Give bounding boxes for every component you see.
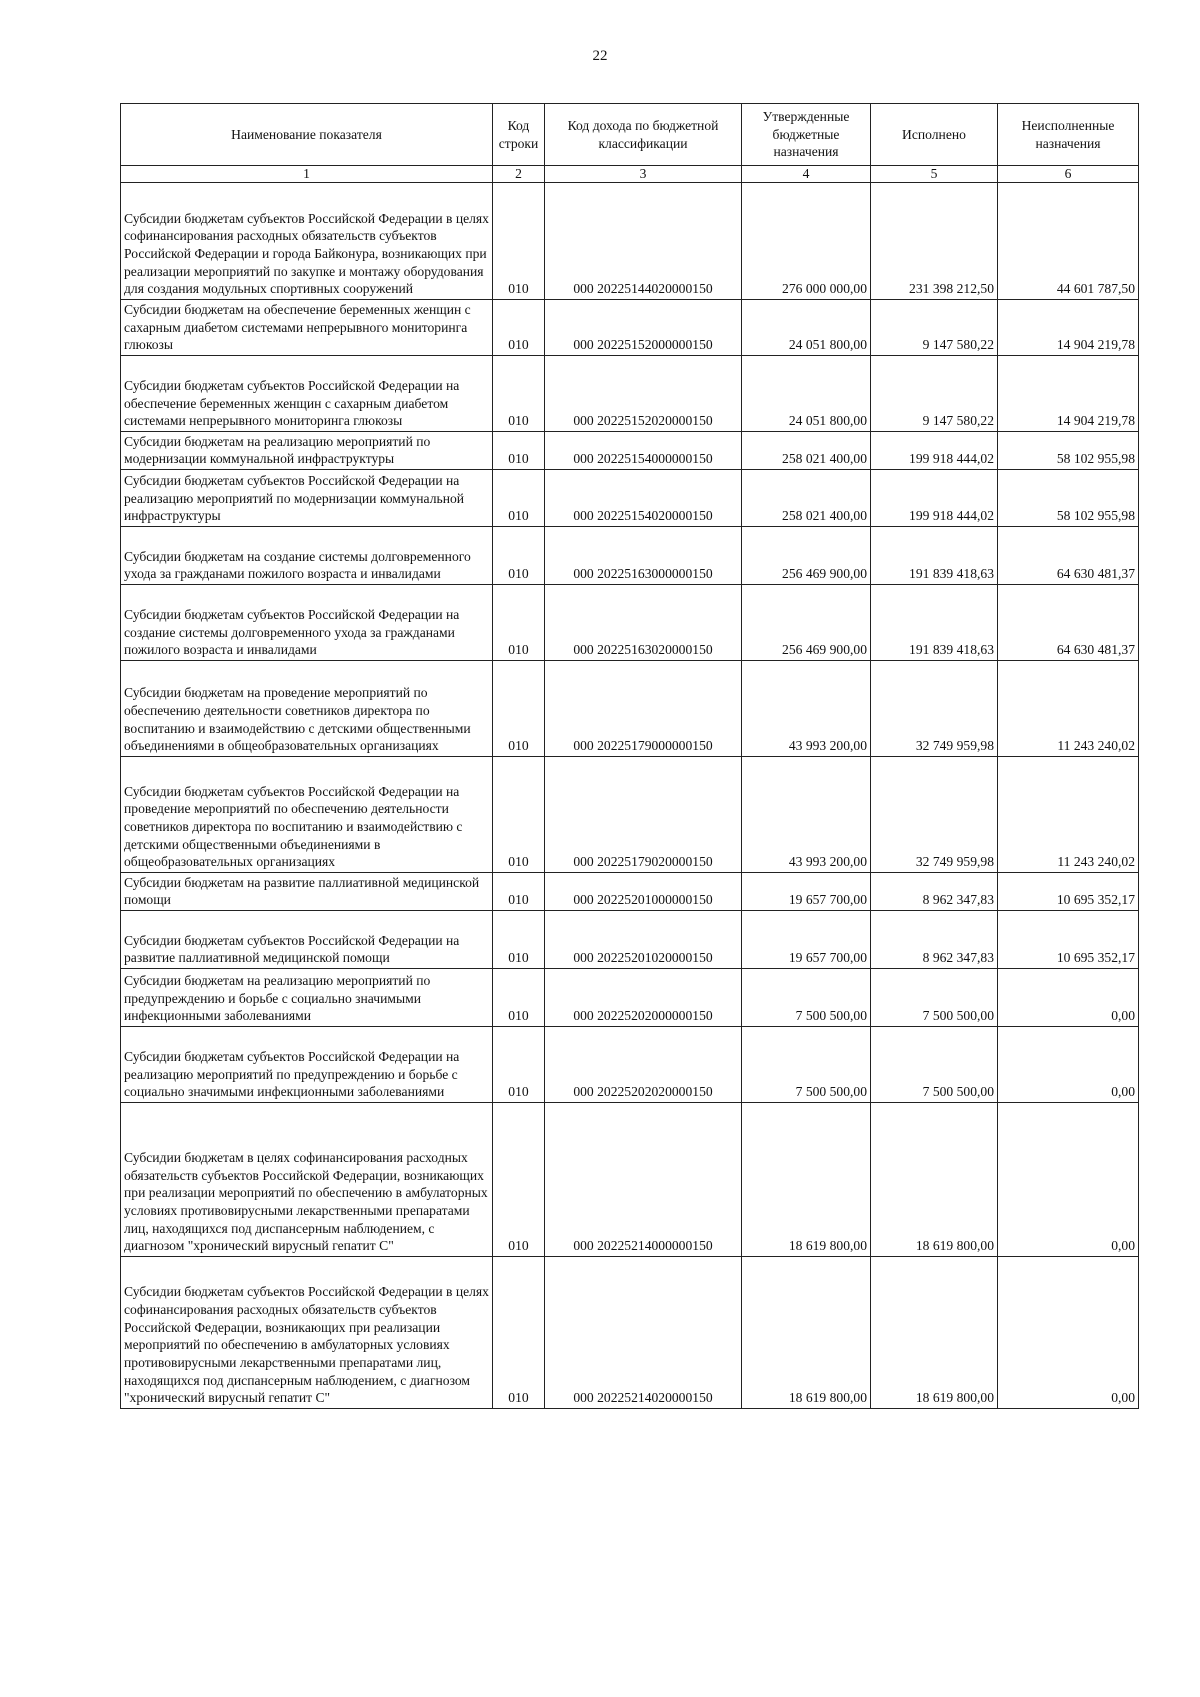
table-row: [121, 911, 1139, 969]
row-name: Субсидии бюджетам на проведение мероприятий по обеспечению деятельности советников директора по воспитанию и взаимодействию с детскими общественными объединениями в общеобразовательных организациях: [121, 661, 493, 757]
row-executed: 231 398 212,50: [871, 183, 998, 300]
row-line-code: 010: [493, 873, 545, 911]
row-name: Субсидии бюджетам субъектов Российской Федерации на развитие паллиативной медицинской помощи: [121, 911, 493, 969]
row-approved: 276 000 000,00: [742, 183, 871, 300]
row-executed: 9 147 580,22: [871, 300, 998, 356]
row-unexecuted: 58 102 955,98: [998, 432, 1139, 470]
row-unexecuted: 11 243 240,02: [998, 661, 1139, 757]
row-line-code: 010: [493, 1027, 545, 1103]
row-unexecuted: 14 904 219,78: [998, 356, 1139, 432]
row-line-code: 010: [493, 1257, 545, 1409]
row-line-code: 010: [493, 183, 545, 300]
row-executed: 199 918 444,02: [871, 432, 998, 470]
column-number: 3: [545, 166, 742, 183]
row-approved: 18 619 800,00: [742, 1103, 871, 1257]
row-name: Субсидии бюджетам на создание системы долговременного ухода за гражданами пожилого возраста и инвалидами: [121, 527, 493, 585]
table-row: [121, 661, 1139, 757]
row-income-code: 000 20225152000000150: [545, 300, 742, 356]
table-row: [121, 1103, 1139, 1257]
row-line-code: 010: [493, 661, 545, 757]
header-approved: Утвержденные бюджетные назначения: [742, 104, 871, 166]
table-row: [121, 1257, 1139, 1409]
row-income-code: 000 20225163000000150: [545, 527, 742, 585]
row-name: Субсидии бюджетам на реализацию мероприятий по модернизации коммунальной инфраструктуры: [121, 432, 493, 470]
row-name: Субсидии бюджетам субъектов Российской Федерации на создание системы долговременного ухода за гражданами пожилого возраста и инвалидами: [121, 585, 493, 661]
row-name: Субсидии бюджетам субъектов Российской Федерации на реализацию мероприятий по модернизации коммунальной инфраструктуры: [121, 470, 493, 527]
row-income-code: 000 20225163020000150: [545, 585, 742, 661]
row-approved: 19 657 700,00: [742, 911, 871, 969]
row-line-code: 010: [493, 432, 545, 470]
row-name: Субсидии бюджетам на реализацию мероприятий по предупреждению и борьбе с социально значимыми инфекционными заболеваниями: [121, 969, 493, 1027]
row-line-code: 010: [493, 470, 545, 527]
row-unexecuted: 64 630 481,37: [998, 585, 1139, 661]
table-row: [121, 356, 1139, 432]
row-approved: 258 021 400,00: [742, 470, 871, 527]
row-executed: 9 147 580,22: [871, 356, 998, 432]
row-line-code: 010: [493, 300, 545, 356]
row-unexecuted: 14 904 219,78: [998, 300, 1139, 356]
row-name: Субсидии бюджетам субъектов Российской Федерации на реализацию мероприятий по предупреждению и борьбе с социально значимыми инфекционными заболеваниями: [121, 1027, 493, 1103]
row-name: Субсидии бюджетам субъектов Российской Федерации в целях софинансирования расходных обязательств субъектов Российской Федерации и города Байконура, возникающих при реализации мероприятий по закупке и монтажу оборудования для создания модульных спортивных сооружений: [121, 183, 493, 300]
row-income-code: 000 20225202000000150: [545, 969, 742, 1027]
row-unexecuted: 0,00: [998, 969, 1139, 1027]
row-name: Субсидии бюджетам на развитие паллиативной медицинской помощи: [121, 873, 493, 911]
table-row: [121, 873, 1139, 911]
row-executed: 199 918 444,02: [871, 470, 998, 527]
column-number: 2: [493, 166, 545, 183]
row-line-code: 010: [493, 911, 545, 969]
page-number: 22: [592, 48, 608, 64]
row-unexecuted: 10 695 352,17: [998, 873, 1139, 911]
row-name: Субсидии бюджетам субъектов Российской Федерации в целях софинансирования расходных обязательств субъектов Российской Федерации, возникающих при реализации мероприятий по обеспечению в амбулаторных условиях противовирусными лекарственными препаратами лиц, находящихся под диспансерным наблюдением, с диагнозом "хронический вирусный гепатит С": [121, 1257, 493, 1409]
row-approved: 18 619 800,00: [742, 1257, 871, 1409]
header-unexecuted: Неисполненные назначения: [998, 104, 1139, 166]
row-executed: 7 500 500,00: [871, 1027, 998, 1103]
row-income-code: 000 20225201020000150: [545, 911, 742, 969]
row-unexecuted: 64 630 481,37: [998, 527, 1139, 585]
row-approved: 19 657 700,00: [742, 873, 871, 911]
row-unexecuted: 58 102 955,98: [998, 470, 1139, 527]
row-income-code: 000 20225201000000150: [545, 873, 742, 911]
row-unexecuted: 10 695 352,17: [998, 911, 1139, 969]
row-income-code: 000 20225179020000150: [545, 757, 742, 873]
row-executed: 191 839 418,63: [871, 585, 998, 661]
row-name: Субсидии бюджетам субъектов Российской Федерации на проведение мероприятий по обеспечению деятельности советников директора по воспитанию и взаимодействию с детскими общественными объединениями в общеобразовательных организациях: [121, 757, 493, 873]
column-number-row: [121, 166, 1139, 183]
column-number: 4: [742, 166, 871, 183]
row-line-code: 010: [493, 527, 545, 585]
row-approved: 24 051 800,00: [742, 356, 871, 432]
row-unexecuted: 11 243 240,02: [998, 757, 1139, 873]
row-executed: 18 619 800,00: [871, 1103, 998, 1257]
row-approved: 43 993 200,00: [742, 757, 871, 873]
row-income-code: 000 20225144020000150: [545, 183, 742, 300]
row-line-code: 010: [493, 356, 545, 432]
row-approved: 256 469 900,00: [742, 585, 871, 661]
table-row: [121, 183, 1139, 300]
table-row: [121, 585, 1139, 661]
row-unexecuted: 0,00: [998, 1103, 1139, 1257]
row-executed: 18 619 800,00: [871, 1257, 998, 1409]
table-row: [121, 300, 1139, 356]
row-income-code: 000 20225152020000150: [545, 356, 742, 432]
row-approved: 24 051 800,00: [742, 300, 871, 356]
row-income-code: 000 20225214020000150: [545, 1257, 742, 1409]
row-line-code: 010: [493, 585, 545, 661]
row-executed: 32 749 959,98: [871, 661, 998, 757]
row-executed: 8 962 347,83: [871, 911, 998, 969]
table-row: [121, 757, 1139, 873]
header-line-code: Код строки: [493, 104, 545, 166]
header-name: Наименование показателя: [121, 104, 493, 166]
table-row: [121, 1027, 1139, 1103]
table-row: [121, 969, 1139, 1027]
row-unexecuted: 0,00: [998, 1027, 1139, 1103]
row-income-code: 000 20225202020000150: [545, 1027, 742, 1103]
row-unexecuted: 44 601 787,50: [998, 183, 1139, 300]
row-name: Субсидии бюджетам в целях софинансирования расходных обязательств субъектов Российской Федерации, возникающих при реализации мероприятий по обеспечению в амбулаторных условиях противовирусными лекарственными препаратами лиц, находящихся под диспансерным наблюдением, с диагнозом "хронический вирусный гепатит С": [121, 1103, 493, 1257]
row-unexecuted: 0,00: [998, 1257, 1139, 1409]
row-income-code: 000 20225179000000150: [545, 661, 742, 757]
header-income-code: Код дохода по бюджетной классификации: [545, 104, 742, 166]
table-row: [121, 470, 1139, 527]
column-number: 1: [121, 166, 493, 183]
row-approved: 7 500 500,00: [742, 969, 871, 1027]
row-name: Субсидии бюджетам субъектов Российской Федерации на обеспечение беременных женщин с сахарным диабетом системами непрерывного мониторинга глюкозы: [121, 356, 493, 432]
header-row: [121, 104, 1139, 166]
column-number: 5: [871, 166, 998, 183]
row-income-code: 000 20225154000000150: [545, 432, 742, 470]
row-executed: 32 749 959,98: [871, 757, 998, 873]
row-name: Субсидии бюджетам на обеспечение беременных женщин с сахарным диабетом системами непрерывного мониторинга глюкозы: [121, 300, 493, 356]
row-income-code: 000 20225214000000150: [545, 1103, 742, 1257]
row-executed: 191 839 418,63: [871, 527, 998, 585]
column-number: 6: [998, 166, 1139, 183]
row-line-code: 010: [493, 757, 545, 873]
budget-income-table: [120, 103, 1139, 1409]
row-executed: 8 962 347,83: [871, 873, 998, 911]
row-income-code: 000 20225154020000150: [545, 470, 742, 527]
row-line-code: 010: [493, 969, 545, 1027]
table-row: [121, 527, 1139, 585]
row-line-code: 010: [493, 1103, 545, 1257]
row-approved: 256 469 900,00: [742, 527, 871, 585]
row-approved: 258 021 400,00: [742, 432, 871, 470]
row-approved: 43 993 200,00: [742, 661, 871, 757]
table-row: [121, 432, 1139, 470]
header-executed: Исполнено: [871, 104, 998, 166]
row-approved: 7 500 500,00: [742, 1027, 871, 1103]
row-executed: 7 500 500,00: [871, 969, 998, 1027]
